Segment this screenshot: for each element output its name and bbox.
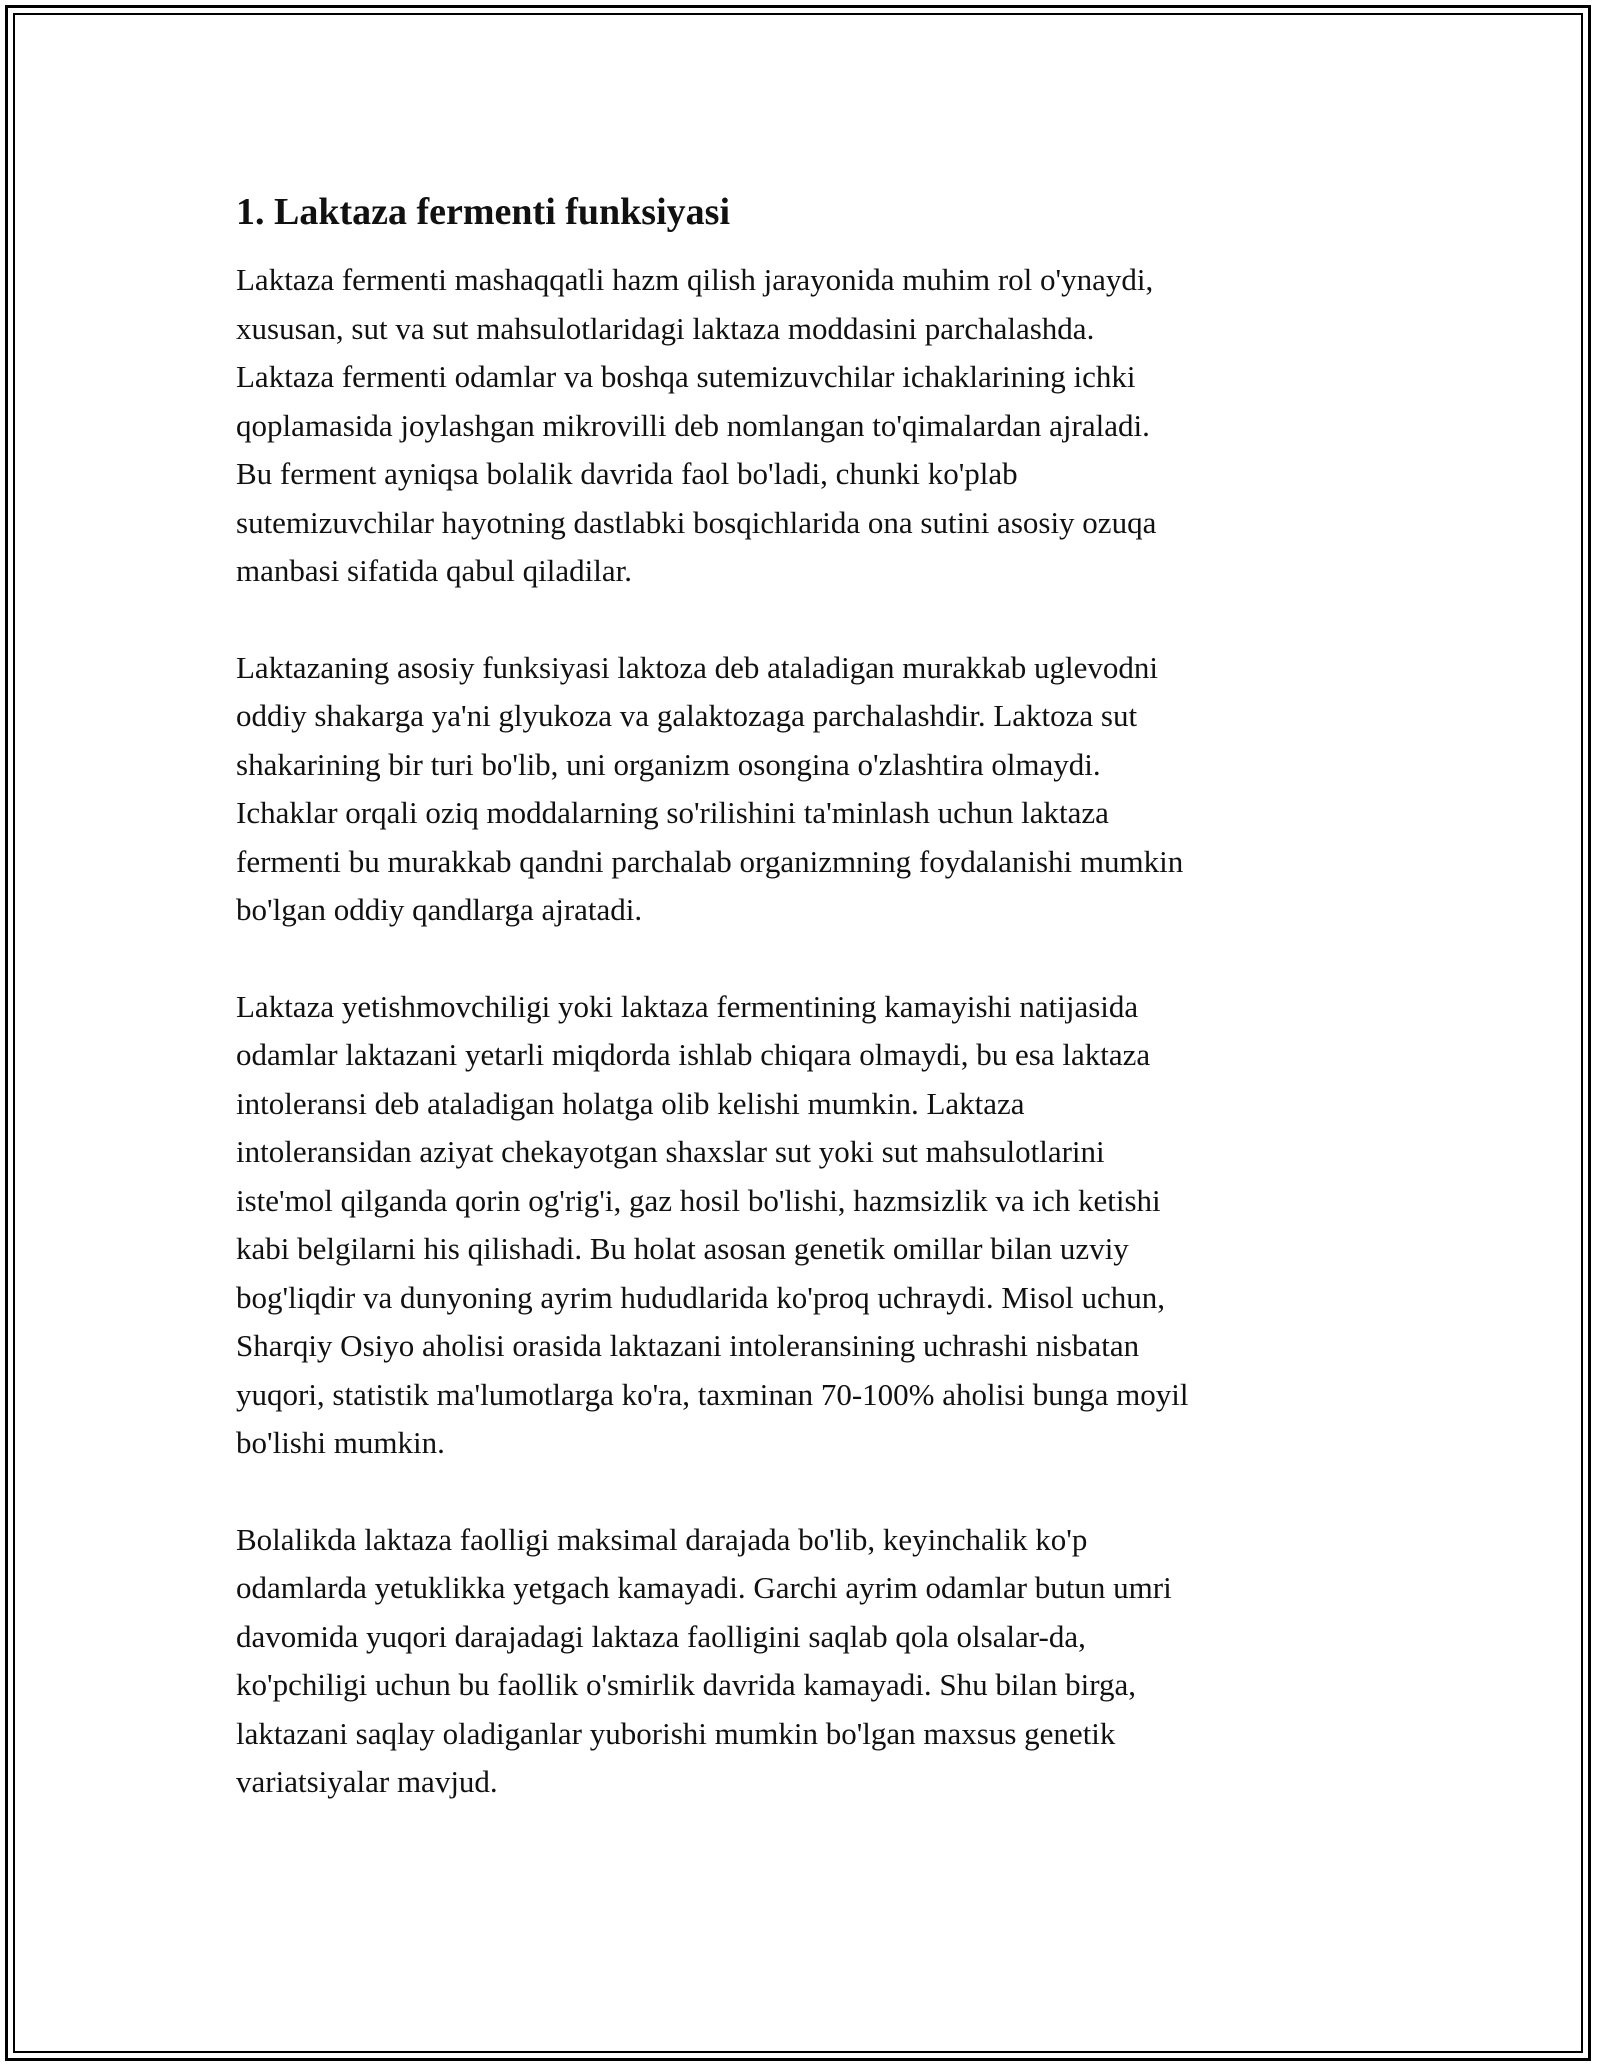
text-line: Bu ferment ayniqsa bolalik davrida faol bo'ladi, chunki ko'plab: [236, 456, 1018, 491]
text-line: odamlar laktazani yetarli miqdorda ishlab chiqara olmaydi, bu esa laktaza: [236, 1037, 1151, 1072]
text-line: kabi belgilarni his qilishadi. Bu holat asosan genetik omillar bilan uzviy: [236, 1231, 1129, 1266]
text-line: laktazani saqlay oladiganlar yuborishi mumkin bo'lgan maxsus genetik: [236, 1715, 1116, 1751]
text-line: Laktaza yetishmovchiligi yoki laktaza fermentining kamayishi natijasida: [236, 988, 1139, 1024]
text-line: intoleransidan aziyat chekayotgan shaxslar sut yoki sut mahsulotlarini: [236, 1134, 1105, 1169]
text-line: Laktaza fermenti mashaqqatli hazm qilish jarayonida muhim rol o'ynaydi,: [236, 262, 1154, 297]
text-line: bo'lgan oddiy qandlarga ajratadi.: [236, 892, 643, 927]
text-line: Laktaza fermenti odamlar va boshqa sutemizuvchilar ichaklarining ichki: [236, 359, 1136, 394]
text-line: Bolalikda laktaza faolligi maksimal darajada bo'lib, keyinchalik ko'p: [236, 1521, 1088, 1557]
text-line: intoleransi deb ataladigan holatga olib kelishi mumkin. Laktaza: [236, 1085, 1025, 1121]
text-line: manbasi sifatida qabul qiladilar.: [236, 553, 633, 588]
text-line: fermenti bu murakkab qandni parchalab organizmning foydalanishi mumkin: [236, 843, 1184, 879]
text-line: shakarining bir turi bo'lib, uni organizm osongina o'zlashtira olmaydi.: [236, 746, 1101, 782]
text-line: yuqori, statistik ma'lumotlarga ko'ra, taxminan 70-100% aholisi bunga moyil: [236, 1376, 1189, 1412]
paragraph-4: [236, 1516, 1366, 1807]
text-line: Laktazaning asosiy funksiyasi laktoza deb ataladigan murakkab uglevodni: [236, 649, 1158, 685]
text-line: Sharqiy Osiyo aholisi orasida laktazani intoleransining uchrashi nisbatan: [236, 1328, 1140, 1363]
text-line: bo'lishi mumkin.: [236, 1425, 445, 1460]
text-line: variatsiyalar mavjud.: [236, 1764, 498, 1799]
text-line: qoplamasida joylashgan mikrovilli deb nomlangan to'qimalardan ajraladi.: [236, 407, 1150, 443]
text-line: odamlarda yetuklikka yetgach kamayadi. Garchi ayrim odamlar butun umri: [236, 1570, 1172, 1605]
text-line: bog'liqdir va dunyoning ayrim hududlarida ko'proq uchraydi. Misol uchun,: [236, 1279, 1165, 1315]
section-heading: 1. Laktaza fermenti funksiyasi: [236, 191, 730, 233]
text-line: Ichaklar orqali oziq moddalarning so'rilishini ta'minlash uchun laktaza: [236, 795, 1109, 830]
paragraph-3: [236, 983, 1366, 1468]
paragraph-2: [236, 644, 1366, 935]
text-line: xususan, sut va sut mahsulotlaridagi laktaza moddasini parchalashda.: [236, 310, 1095, 346]
text-line: ko'pchiligi uchun bu faollik o'smirlik davrida kamayadi. Shu bilan birga,: [236, 1667, 1136, 1702]
document-body: [236, 186, 1366, 1807]
text-line: iste'mol qilganda qorin og'rig'i, gaz hosil bo'lishi, hazmsizlik va ich ketishi: [236, 1182, 1161, 1218]
text-line: davomida yuqori darajadagi laktaza faolligini saqlab qola olsalar-da,: [236, 1618, 1086, 1654]
text-line: sutemizuvchilar hayotning dastlabki bosqichlarida ona sutini asosiy ozuqa: [236, 504, 1157, 540]
text-line: oddiy shakarga ya'ni glyukoza va galaktozaga parchalashdir. Laktoza sut: [236, 698, 1138, 733]
paragraph-1: [236, 256, 1366, 596]
